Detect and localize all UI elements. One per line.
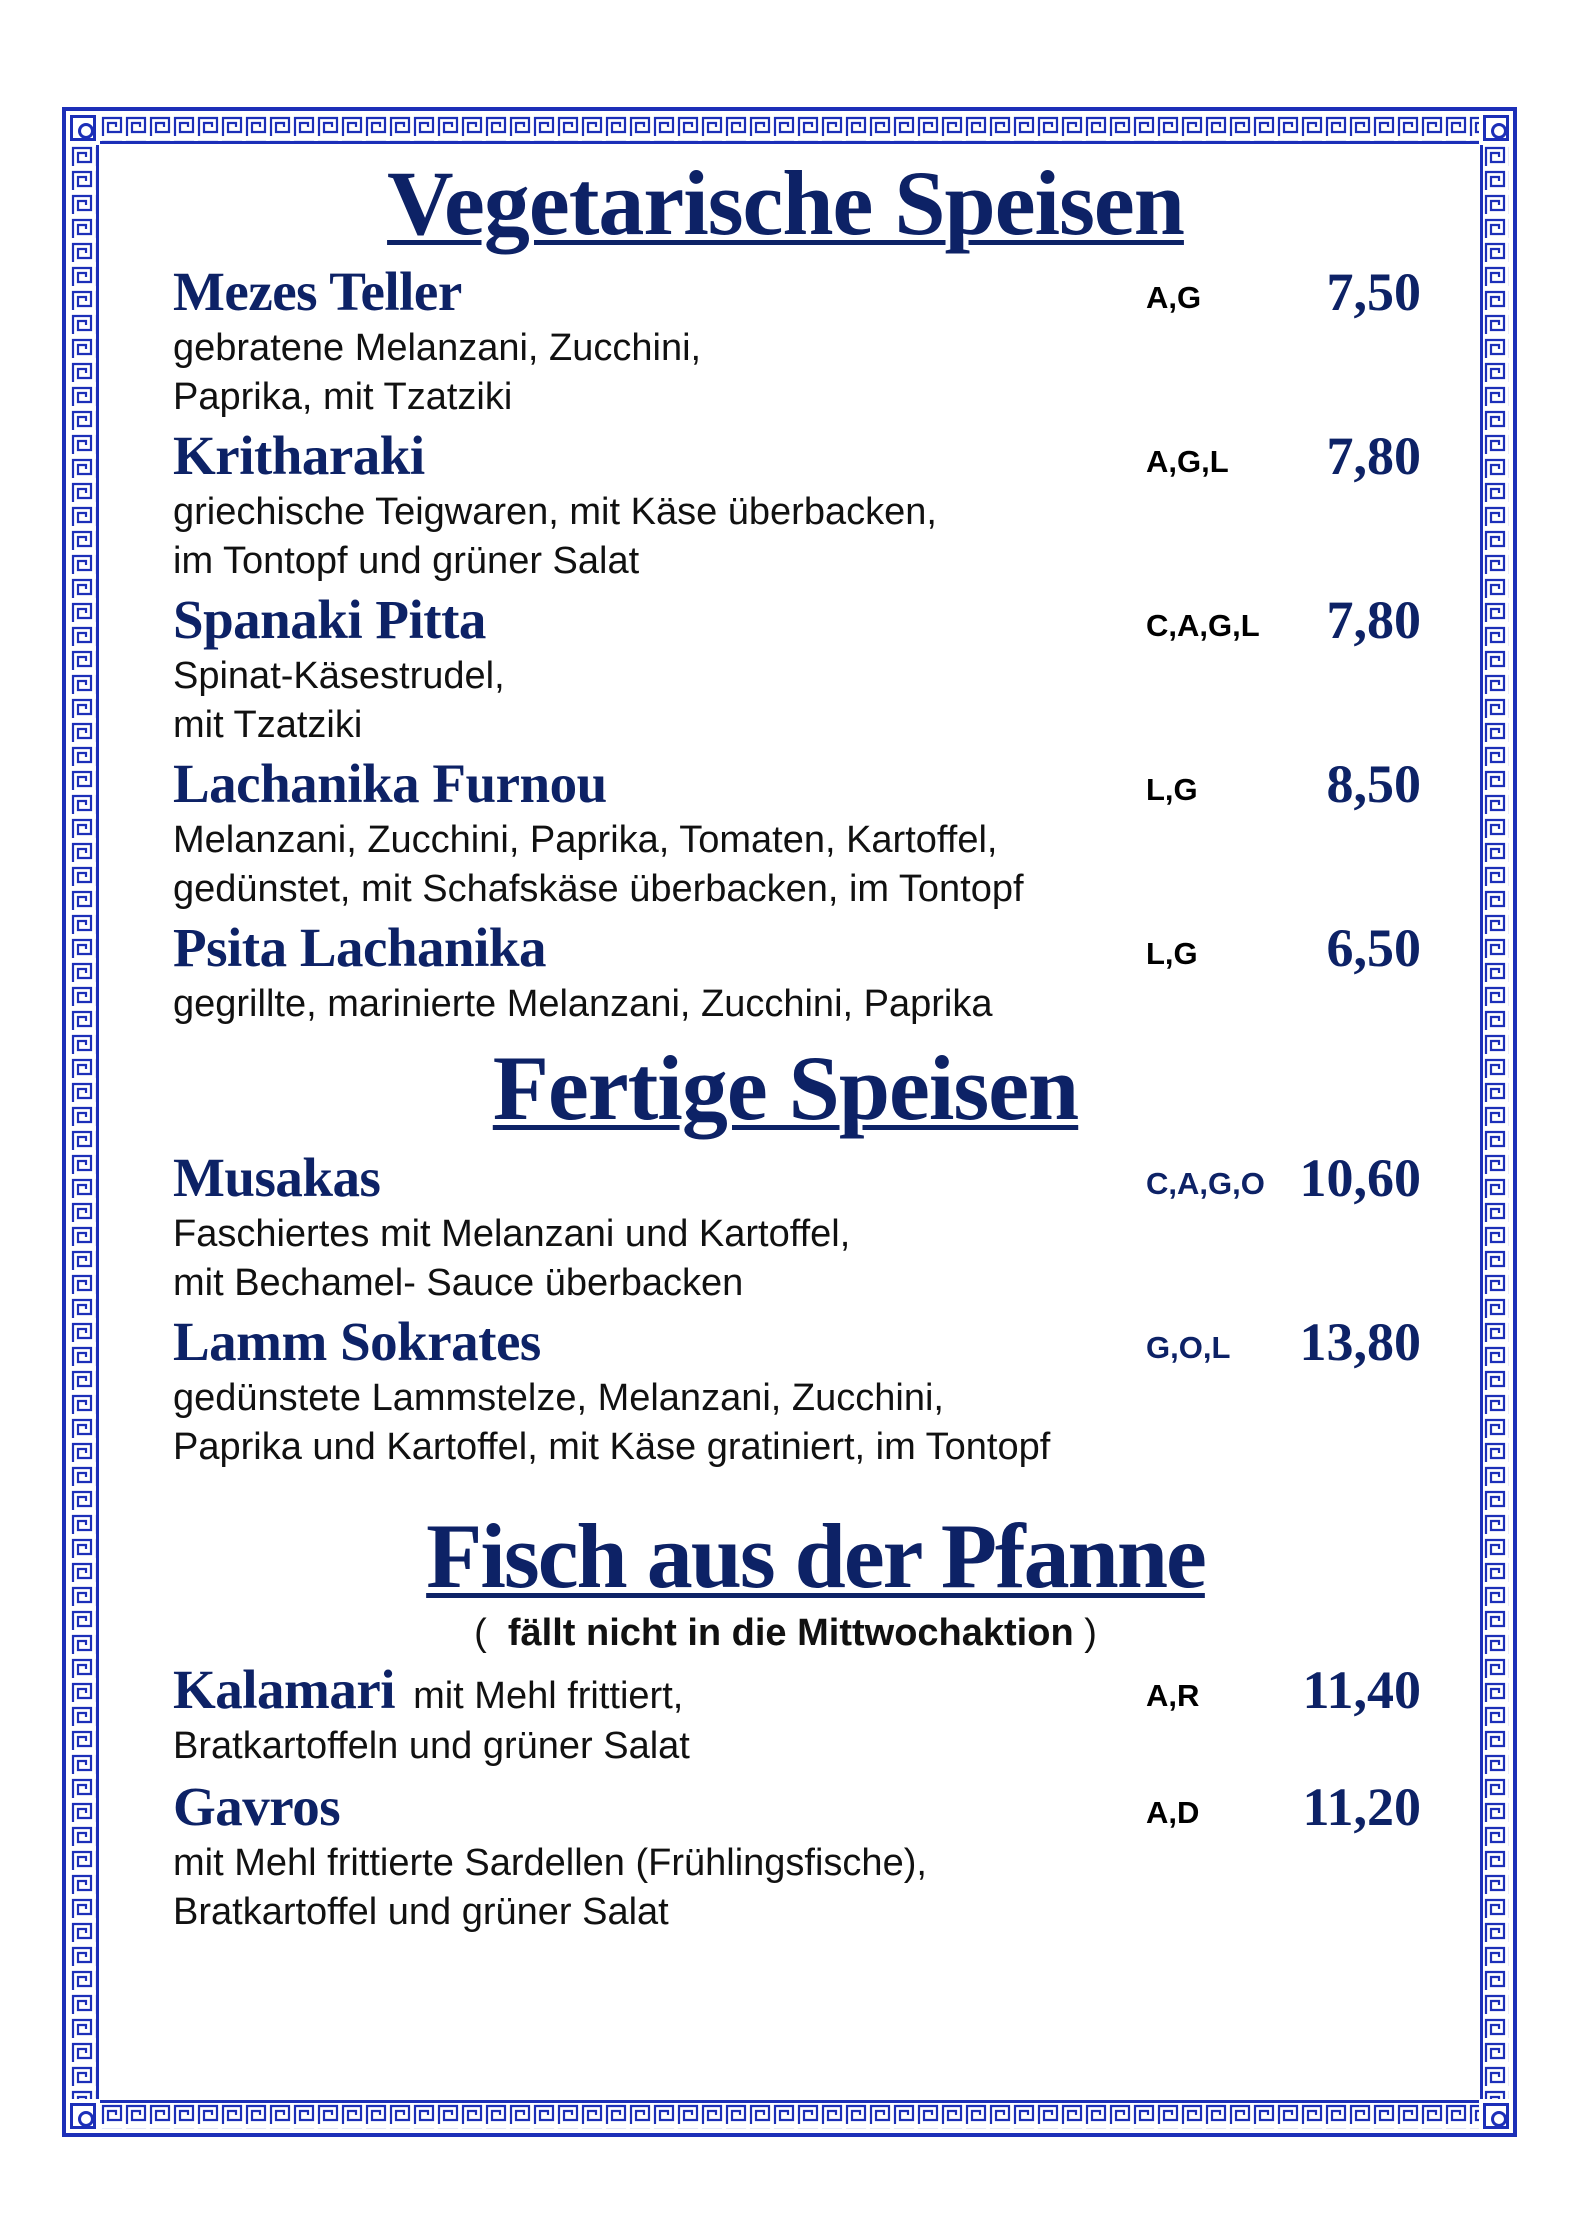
item-name: Musakas xyxy=(173,1147,381,1208)
item-description xyxy=(173,652,1433,750)
item-allergens: A,R xyxy=(1146,1678,1200,1713)
section-title-fish: Fisch aus der Pfanne xyxy=(426,1505,1205,1607)
description-line: Spinat-Käsestrudel, xyxy=(173,655,505,697)
item-inline-description: mit Mehl frittiert, xyxy=(413,1675,684,1717)
menu-item xyxy=(173,754,1433,914)
item-description xyxy=(173,980,1433,1029)
item-name: Lamm Sokrates xyxy=(173,1311,541,1372)
item-description xyxy=(173,488,1433,586)
item-allergens: L,G xyxy=(1146,772,1198,807)
item-allergens: A,G xyxy=(1146,280,1202,315)
item-description xyxy=(173,324,1433,422)
section-title-ready-meals: Fertige Speisen xyxy=(492,1037,1079,1139)
item-name: Lachanika Furnou xyxy=(173,753,607,814)
menu-item xyxy=(173,590,1433,750)
menu-item xyxy=(173,918,1433,1029)
item-description xyxy=(173,1722,1433,1771)
item-price: 11,20 xyxy=(1302,1777,1421,1837)
description-line: mit Tzatziki xyxy=(173,704,363,746)
item-allergens: C,A,G,O xyxy=(1146,1166,1265,1201)
item-name: Kalamari xyxy=(173,1659,396,1720)
description-line: griechische Teigwaren, mit Käse überbacken, xyxy=(173,491,937,533)
description-line: gedünstet, mit Schafskäse überbacken, im Tontopf xyxy=(173,868,1024,910)
description-line: mit Bechamel- Sauce überbacken xyxy=(173,1262,744,1304)
description-line: Bratkartoffeln und grüner Salat xyxy=(173,1725,690,1767)
item-price: 10,60 xyxy=(1299,1148,1421,1208)
item-name: Psita Lachanika xyxy=(173,917,546,978)
menu-item xyxy=(173,1312,1433,1472)
item-price: 8,50 xyxy=(1326,754,1421,814)
note-text: fällt nicht in die Mittwochaktion xyxy=(507,1612,1074,1654)
description-line: Melanzani, Zucchini, Paprika, Tomaten, Kartoffel, xyxy=(173,819,998,861)
menu-item xyxy=(173,262,1433,422)
description-line: gedünstete Lammstelze, Melanzani, Zucchini, xyxy=(173,1377,944,1419)
description-line: Paprika und Kartoffel, mit Käse gratiniert, im Tontopf xyxy=(173,1426,1051,1468)
menu-item xyxy=(173,1777,1433,1937)
item-name: Spanaki Pitta xyxy=(173,589,486,650)
item-description xyxy=(173,1210,1433,1308)
note-paren-close: ) xyxy=(1084,1612,1097,1654)
description-line: gebratene Melanzani, Zucchini, xyxy=(173,327,702,369)
item-price: 7,50 xyxy=(1326,262,1421,322)
menu-item xyxy=(173,1660,1433,1771)
description-line: im Tontopf und grüner Salat xyxy=(173,540,640,582)
description-line: gegrillte, marinierte Melanzani, Zucchini, Paprika xyxy=(173,983,993,1025)
item-allergens: G,O,L xyxy=(1146,1330,1231,1365)
item-allergens: C,A,G,L xyxy=(1146,608,1260,643)
note-paren-open: ( xyxy=(474,1612,487,1654)
description-line: Bratkartoffel und grüner Salat xyxy=(173,1891,669,1933)
description-line: mit Mehl frittierte Sardellen (Frühlingsfische), xyxy=(173,1842,927,1884)
item-price: 13,80 xyxy=(1299,1312,1421,1372)
description-line: Paprika, mit Tzatziki xyxy=(173,376,513,418)
item-description xyxy=(173,1839,1433,1937)
item-allergens: L,G xyxy=(1146,936,1198,971)
item-price: 7,80 xyxy=(1326,590,1421,650)
item-price: 11,40 xyxy=(1302,1660,1421,1720)
section-title-vegetarian: Vegetarische Speisen xyxy=(387,152,1184,254)
item-allergens: A,G,L xyxy=(1146,444,1229,479)
section-note xyxy=(0,1612,1571,1655)
description-line: Faschiertes mit Melanzani und Kartoffel, xyxy=(173,1213,851,1255)
item-name: Kritharaki xyxy=(173,425,425,486)
item-description xyxy=(173,1374,1433,1472)
item-price: 6,50 xyxy=(1326,918,1421,978)
item-name: Gavros xyxy=(173,1776,341,1837)
item-allergens: A,D xyxy=(1146,1795,1200,1830)
item-price: 7,80 xyxy=(1326,426,1421,486)
item-description xyxy=(173,816,1433,914)
menu-item xyxy=(173,426,1433,586)
menu-item xyxy=(173,1148,1433,1308)
item-name: Mezes Teller xyxy=(173,261,462,322)
